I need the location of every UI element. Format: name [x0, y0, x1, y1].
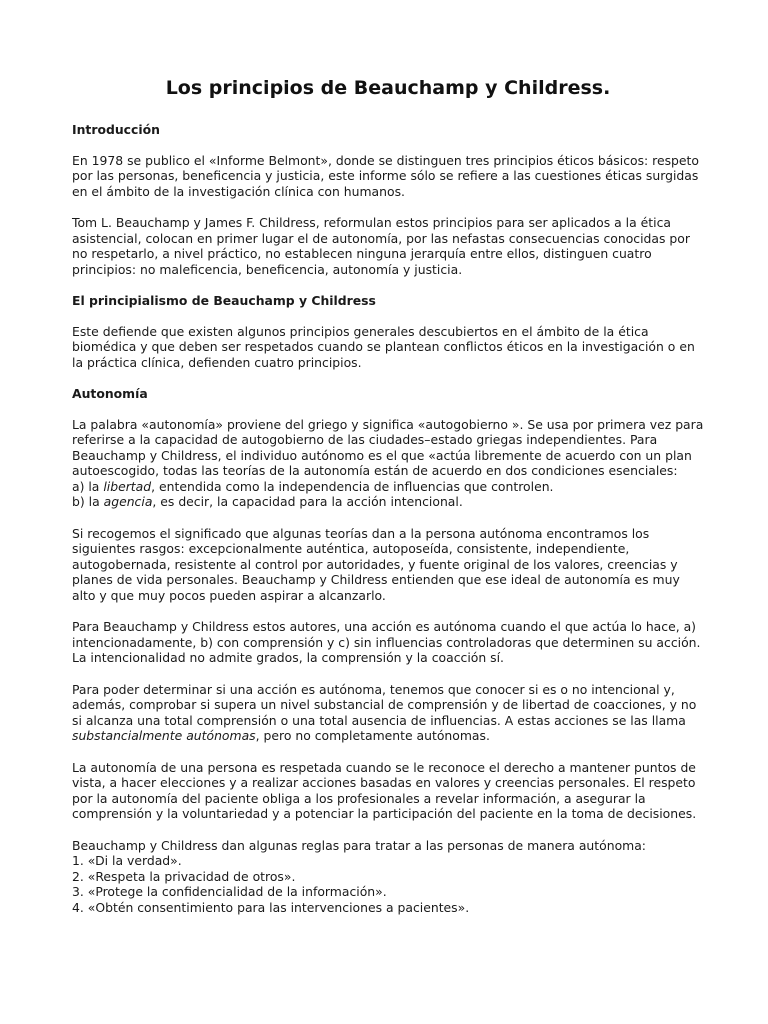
autonomia-paragraph-5: La autonomía de una persona es respetada cuando se le reconoce el derecho a mantener puntos de vista, a hacer elecciones y a realizar acciones basadas en valores y creencias personales. El respeto por la autonomía del paciente obliga a los profesionales a revelar información, a asegurar la comprensión y la voluntariedad y a potenciar la participación del paciente en la toma de decisiones.: [72, 759, 697, 822]
autonomia-paragraph-1: [72, 417, 704, 511]
autonomia-paragraph-4: [72, 682, 704, 744]
rules-list: [72, 853, 704, 915]
condition-a-term: libertad: [103, 478, 152, 494]
list-item: 3. «Protege la confidencialidad de la información».: [72, 884, 387, 900]
section-heading-introduccion: Introducción: [72, 122, 160, 137]
section-heading-autonomia: Autonomía: [72, 385, 148, 401]
document-title: Los principios de Beauchamp y Childress.: [165, 77, 611, 99]
condition-b-term: agencia: [103, 494, 153, 510]
list-item: 4. «Obtén consentimiento para las intervenciones a pacientes».: [72, 899, 470, 915]
autonomia-paragraph-4-prefix: Para poder determinar si una acción es autónoma, tenemos que conocer si es o no intencional y, además, comprobar si supera un nivel substancial de comprensión y de libertad de coacciones, y no si alcanza una total comprensión o una total ausencia de influencias. A estas acciones se las llama: [72, 681, 697, 728]
condition-a-prefix: a) la: [72, 478, 104, 494]
autonomia-paragraph-3: Para Beauchamp y Childress estos autores, una acción es autónoma cuando el que actúa lo hace, a) intencionadamente, b) con comprensión y c) sin influencias controladoras que determinen su acción. La intencionalidad no admite grados, la comprensión y la coacción sí.: [72, 619, 701, 666]
autonomia-paragraph-2: Si recogemos el significado que algunas teorías dan a la persona autónoma encontramos los siguientes rasgos: excepcionalmente auténtica, autoposeída, consistente, independiente, autogobernada, resistente al control por autoridades, y fuente original de los valores, creencias y planes de vida personales. Beauchamp y Childress entienden que ese ideal de autonomía es muy alto y que muy pocos pueden aspirar a alcanzarlo.: [72, 525, 680, 604]
list-item: 2. «Respeta la privacidad de otros».: [72, 868, 296, 884]
autonomia-paragraph-4-term: substancialmente autónomas: [72, 728, 256, 744]
autonomia-paragraph-6: Beauchamp y Childress dan algunas reglas para tratar a las personas de manera autónoma:: [72, 837, 646, 853]
condition-a-suffix: , entendida como la independencia de influencias que controlen.: [151, 478, 554, 494]
list-item: 1. «Di la verdad».: [72, 853, 182, 869]
condition-b: [72, 494, 463, 509]
section-heading-principialismo: El principialismo de Beauchamp y Childress: [72, 292, 376, 308]
intro-paragraph-2: Tom L. Beauchamp y James F. Childress, reformulan estos principios para ser aplicados a la ética asistencial, colocan en primer lugar el de autonomía, por las nefastas consecuencias conocidas por no respetarlo, a nivel práctico, no establecen ninguna jerarquía entre ellos, distinguen cuatro principios: no maleficencia, beneficencia, autonomía y justicia.: [72, 214, 690, 277]
autonomia-paragraph-4-suffix: , pero no completamente autónomas.: [255, 728, 490, 744]
principialismo-paragraph-1: Este defiende que existen algunos principios generales descubiertos en el ámbito de la ética biomédica y que deben ser respetados cuando se plantean conflictos éticos en la investigación o en la práctica clínica, defienden cuatro principios.: [72, 323, 695, 370]
condition-b-prefix: b) la: [72, 494, 104, 510]
condition-b-suffix: , es decir, la capacidad para la acción intencional.: [152, 494, 463, 510]
intro-paragraph-1: En 1978 se publico el «Informe Belmont», donde se distinguen tres principios éticos básicos: respeto por las personas, beneficencia y justicia, este informe sólo se refiere a las cuestiones éticas surgidas en el ámbito de la investigación clínica con humanos.: [72, 152, 699, 199]
condition-a: [72, 479, 554, 494]
autonomia-paragraph-1-text: La palabra «autonomía» proviene del griego y significa «autogobierno ». Se usa por primera vez para referirse a la capacidad de autogobierno de las ciudades–estado griegas independientes. Para Beauchamp y Childress, el individuo autónomo es el que «actúa libremente de acuerdo con un plan autoescogido, todas las teorías de la autonomía están de acuerdo en dos condiciones esenciales:: [72, 416, 704, 479]
document-page: [72, 76, 704, 916]
